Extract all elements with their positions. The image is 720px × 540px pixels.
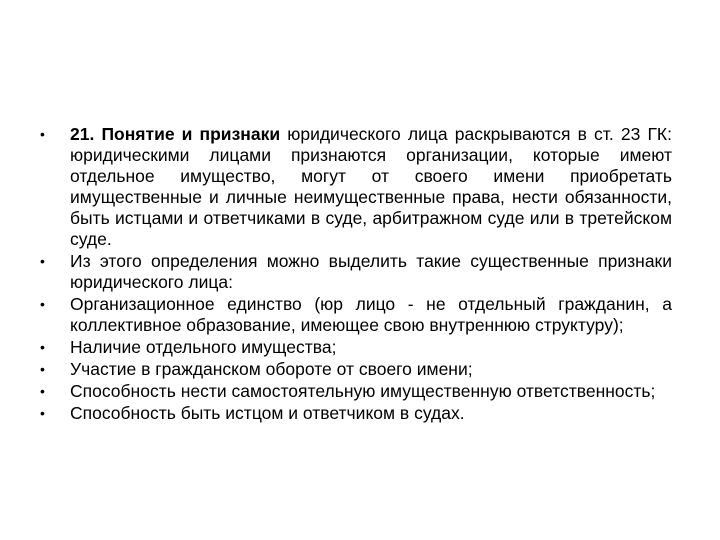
bullet-marker: • xyxy=(40,405,45,421)
list-item xyxy=(40,359,672,380)
item-text: Способность нести самостоятельную имущественную ответственность; xyxy=(70,381,656,401)
list-item xyxy=(40,124,672,250)
bullet-marker: • xyxy=(40,126,45,142)
item-text: Наличие отдельного имущества; xyxy=(70,337,337,357)
item-text: юридического лица раскрываются в ст. 23 ГК: юридическими лицами признаются организации, которые имеют отдельное имущество, могут от своего имени приобретать имущественные и личные неимущественные права, нести обязанности, быть истцами и ответчиками в суде, арбитражном суде или в третейском суде. xyxy=(70,124,672,249)
list-item xyxy=(40,381,672,402)
item-text: Участие в гражданском обороте от своего имени; xyxy=(70,359,473,379)
list-item xyxy=(40,251,672,293)
bullet-marker: • xyxy=(40,296,45,312)
item-text: Способность быть истцом и ответчиком в судах. xyxy=(70,403,465,423)
list-item xyxy=(40,403,672,424)
bullet-marker: • xyxy=(40,339,45,355)
bullet-marker: • xyxy=(40,253,45,269)
list-item xyxy=(40,337,672,358)
bullet-list xyxy=(40,124,672,425)
item-text: Из этого определения можно выделить такие существенные признаки юридического лица: xyxy=(70,251,672,292)
item-lead-text: 21. Понятие и признаки xyxy=(70,124,281,144)
list-item xyxy=(40,294,672,336)
bullet-marker: • xyxy=(40,361,45,377)
item-text: Организационное единство (юр лицо - не отдельный гражданин, а коллективное образование, имеющее свою внутреннюю структуру); xyxy=(70,294,672,335)
bullet-marker: • xyxy=(40,383,45,399)
